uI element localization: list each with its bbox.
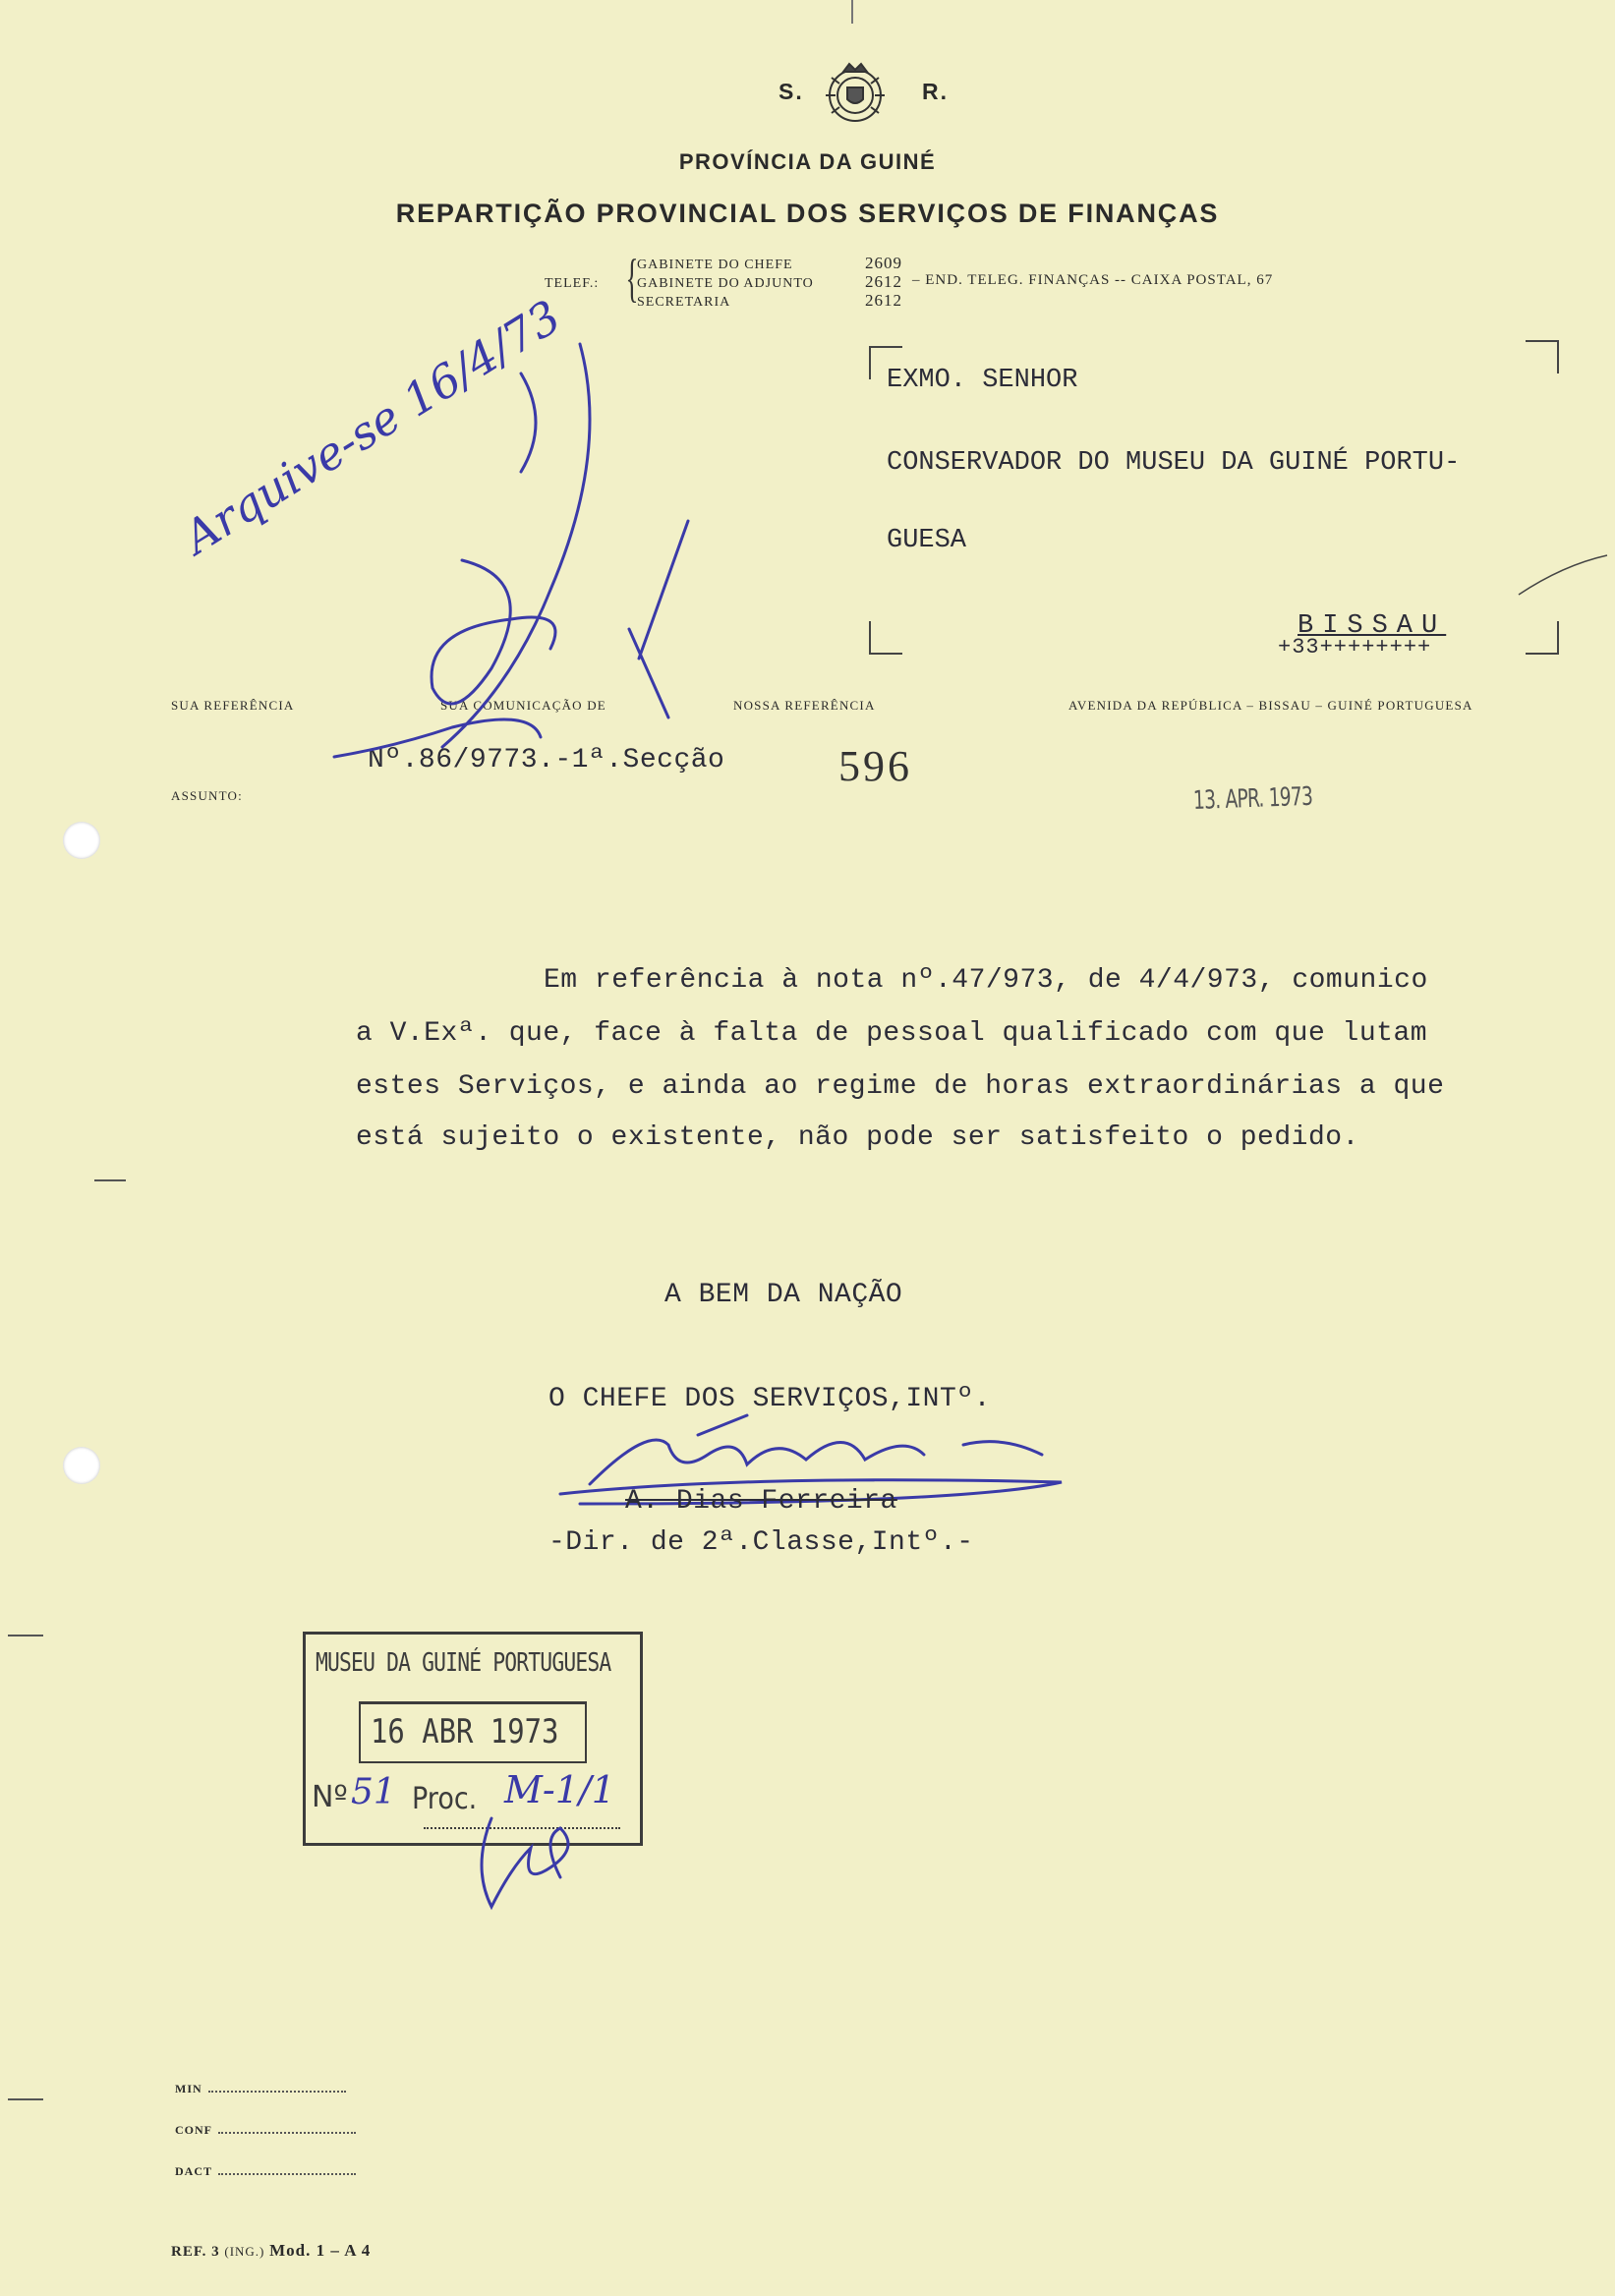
fold-tick-left-1 <box>94 1179 126 1181</box>
footer-dact-label: DACT <box>175 2164 213 2178</box>
teleg-address: – END. TELEG. FINANÇAS -- CAIXA POSTAL, 67 <box>912 272 1274 288</box>
museum-stamp-date: 16 ABR 1973 <box>371 1712 559 1751</box>
address-window-corner-tr <box>1526 340 1559 373</box>
coat-of-arms-icon <box>818 54 893 129</box>
handwritten-annotation: Arquive-se 16/4/73 <box>174 289 570 564</box>
tel-number-adjunto: 2612 <box>865 272 902 291</box>
province-title: PROVÍNCIA DA GUINÉ <box>678 149 937 174</box>
museum-stamp-title: MUSEU DA GUINÉ PORTUGUESA <box>316 1648 611 1678</box>
addressee-line-1: EXMO. SENHOR <box>887 366 1078 395</box>
form-ref-c: Mod. 1 – A 4 <box>269 2241 372 2260</box>
label-sua-referencia: SUA REFERÊNCIA <box>171 698 295 713</box>
footer-min-dots <box>208 2091 346 2093</box>
our-reference-number: Nº.86/9773.-1ª.Secção <box>368 745 725 775</box>
addressee-city: BISSAU <box>1298 611 1447 641</box>
form-reference <box>171 2241 371 2261</box>
tel-label-secretaria: SECRETARIA <box>637 295 731 310</box>
addressee-line-3: GUESA <box>887 526 967 555</box>
body-line-1: Em referência à nota nº.47/973, de 4/4/973, comunico <box>544 965 1428 996</box>
sender-address: AVENIDA DA REPÚBLICA – BISSAU – GUINÉ PORTUGUESA <box>1068 698 1473 713</box>
footer-conf-dots <box>218 2132 356 2134</box>
addressee-line-2: CONSERVADOR DO MUSEU DA GUINÉ PORTU- <box>887 448 1461 478</box>
form-ref-a: REF. 3 <box>171 2244 220 2260</box>
footer-conf-label: CONF <box>175 2123 212 2137</box>
form-ref-b: (ING.) <box>224 2244 265 2259</box>
museum-stamp-no-label: Nº <box>312 1780 348 1814</box>
label-nossa-referencia: NOSSA REFERÊNCIA <box>733 698 876 713</box>
museum-stamp-proc-value: M-1/1 <box>504 1768 615 1811</box>
footer-conf <box>175 2123 356 2138</box>
department-title: REPARTIÇÃO PROVINCIAL DOS SERVIÇOS DE FINANÇAS <box>395 199 1220 228</box>
tel-label-adjunto: GABINETE DO ADJUNTO <box>637 276 814 291</box>
tel-number-secretaria: 2612 <box>865 291 902 310</box>
footer-dact-dots <box>218 2173 356 2175</box>
address-window-corner-br <box>1526 621 1559 655</box>
telef-brace: { <box>625 249 639 308</box>
body-line-2: a V.Exª. que, face à falta de pessoal qualificado com que lutam <box>356 1018 1428 1049</box>
signatory-name: A. Dias Ferreira <box>625 1486 897 1517</box>
pen-stroke-address <box>1514 550 1612 600</box>
label-sua-comunicacao: SUA COMUNICAÇÃO DE <box>440 698 606 713</box>
punch-hole-top <box>63 822 100 859</box>
addressee-city-overstrike: +33++++++++ <box>1278 635 1432 660</box>
footer-min <box>175 2082 346 2096</box>
address-window-corner-bl <box>869 621 902 655</box>
body-line-4: está sujeito o existente, não pode ser satisfeito o pedido. <box>356 1122 1359 1153</box>
tel-label-chefe: GABINETE DO CHEFE <box>637 258 793 272</box>
signatory-rank: -Dir. de 2ª.Classe,Intº.- <box>548 1527 974 1558</box>
footer-min-label: MIN <box>175 2082 202 2095</box>
handwritten-signature-flourish <box>315 334 708 786</box>
footer-dact <box>175 2164 356 2179</box>
telef-label: TELEF.: <box>545 276 600 291</box>
label-assunto: ASSUNTO: <box>171 788 243 803</box>
body-line-3: estes Serviços, e ainda ao regime de horas extraordinárias a que <box>356 1071 1445 1102</box>
fold-tick-left-3 <box>8 2098 43 2100</box>
header-s-letter: S. <box>779 79 804 104</box>
museum-stamp-date-box <box>359 1701 587 1763</box>
received-date-stamp: 13. APR. 1973 <box>1192 781 1313 816</box>
salutation: A BEM DA NAÇÃO <box>664 1280 903 1310</box>
museum-stamp-proc-label: Proc. <box>412 1782 478 1816</box>
fold-mark-top <box>851 0 853 24</box>
museum-stamp-initials <box>462 1808 600 1917</box>
museum-stamp-no-value: 51 <box>351 1772 396 1812</box>
tel-number-chefe: 2609 <box>865 254 902 272</box>
signatory-title: O CHEFE DOS SERVIÇOS,INTº. <box>548 1384 991 1414</box>
fold-tick-left-2 <box>8 1635 43 1636</box>
registry-number-stamp: 596 <box>838 742 912 790</box>
header-r-letter: R. <box>922 79 949 104</box>
punch-hole-bottom <box>63 1447 100 1484</box>
